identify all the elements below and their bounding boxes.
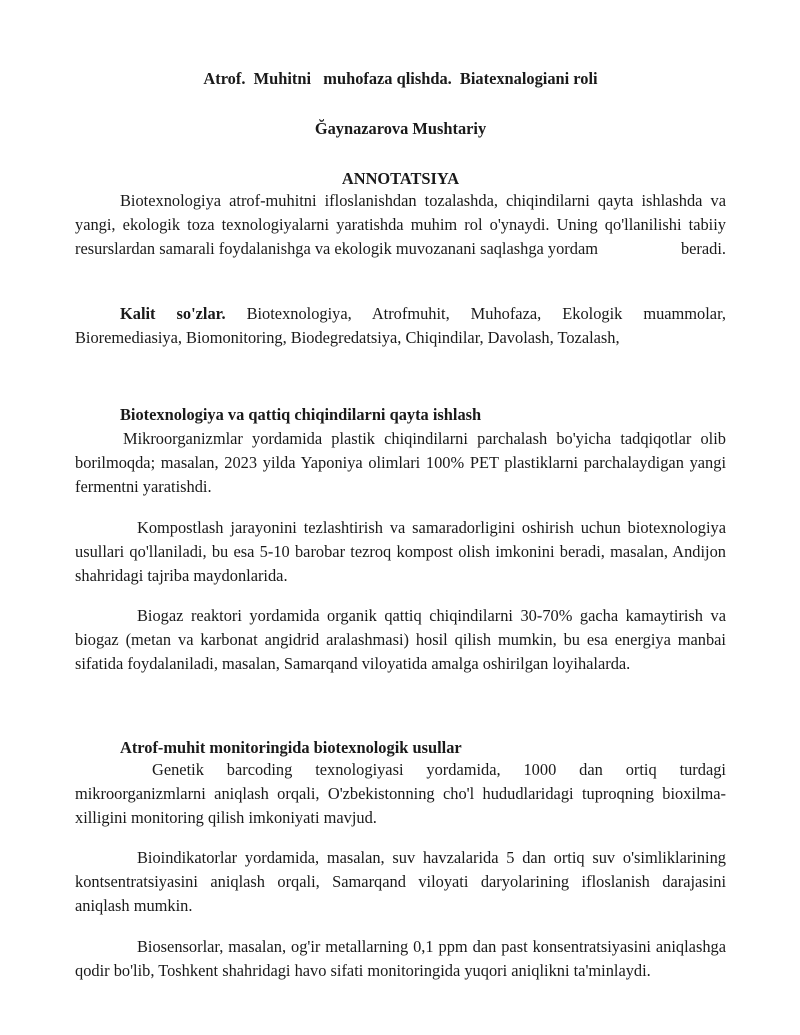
section1-paragraph-3 [75, 604, 726, 676]
keywords-paragraph [75, 302, 726, 350]
section2-paragraph-3 [75, 935, 726, 983]
section2-text-2: Bioindikatorlar yordamida, masalan, suv havzalarida 5 dan ortiq suv o'simliklarining kontsentratsiyasini aniqlash orqali, Samarqand viloyati daryolarining ifloslanish darajasini aniqlash mumkin. [75, 848, 726, 915]
section1-paragraph-1 [75, 427, 726, 499]
section1-heading: Biotexnologiya va qattiq chiqindilarni qayta ishlash [120, 405, 482, 424]
section2-heading: Atrof-muhit monitoringida biotexnologik usullar [120, 738, 462, 757]
keywords-text: Biotexnologiya, Atrofmuhit, Muhofaza, Ekologik muammolar, Bioremediasiya, Biomonitoring, Biodegredatsiya, Chiqindilar, Davolash, Tozalash, [75, 304, 726, 347]
section1-text-3: Biogaz reaktori yordamida organik qattiq chiqindilarni 30-70% gacha kamaytirish va biogaz (metan va karbonat angidrid aralashmasi) hosil qilish mumkin, bu esa energiya manbai sifatida foydalaniladi, masalan, Samarqand viloyatida amalga oshirilgan loyihalarda. [75, 606, 726, 673]
section1-text-1: Mikroorganizmlar yordamida plastik chiqindilarni parchalash bo'yicha tadqiqotlar olib borilmoqda; masalan, 2023 yilda Yaponiya olimlari 100% PET plastiklarni parchalaydigan yangi fermentni yaratishdi. [75, 429, 726, 496]
annotation-body: Biotexnologiya atrof-muhitni ifloslanishdan tozalashda, chiqindilarni qayta ishlashda va yangi, ekologik toza texnologiyalarni yaratishda muhim rol o'ynaydi. Uning qo'llanilishi tabiiy resurslardan samarali foydalanishga va ekologik muvozanani saqlashga yordam [75, 191, 726, 258]
section2-paragraph-2 [75, 846, 726, 918]
annotation-heading: ANNOTATSIYA [341, 169, 460, 188]
annotation-paragraph [75, 189, 726, 261]
keywords-label: Kalit so'zlar. [120, 304, 226, 323]
annotation-body-end: beradi. [680, 239, 726, 258]
section2-paragraph-1 [75, 758, 726, 830]
document-title: Atrof. Muhitni muhofaza qlishda. Biatexnalogiani roli [203, 69, 598, 88]
section2-text-1: Genetik barcoding texnologiyasi yordamida, 1000 dan ortiq turdagi mikroorganizmlarni aniqlash orqali, O'zbekistonning cho'l hududlaridagi tuproqning bioxilma-xilligini monitoring qilish imkoniyati mavjud. [75, 760, 726, 827]
section1-paragraph-2 [75, 516, 726, 588]
author-name: Ğaynazarova Mushtariy [314, 119, 487, 138]
section1-text-2: Kompostlash jarayonini tezlashtirish va samaradorligini oshirish uchun biotexnologiya usullari qo'llaniladi, bu esa 5-10 barobar tezroq kompost olish imkonini beradi, masalan, Andijon shahridagi tajriba maydonlarida. [75, 518, 726, 585]
section2-text-3: Biosensorlar, masalan, og'ir metallarning 0,1 ppm dan past konsentratsiyasini aniqlashga qodir bo'lib, Toshkent shahridagi havo sifati monitoringida yuqori aniqlikni ta'minlaydi. [75, 937, 726, 980]
